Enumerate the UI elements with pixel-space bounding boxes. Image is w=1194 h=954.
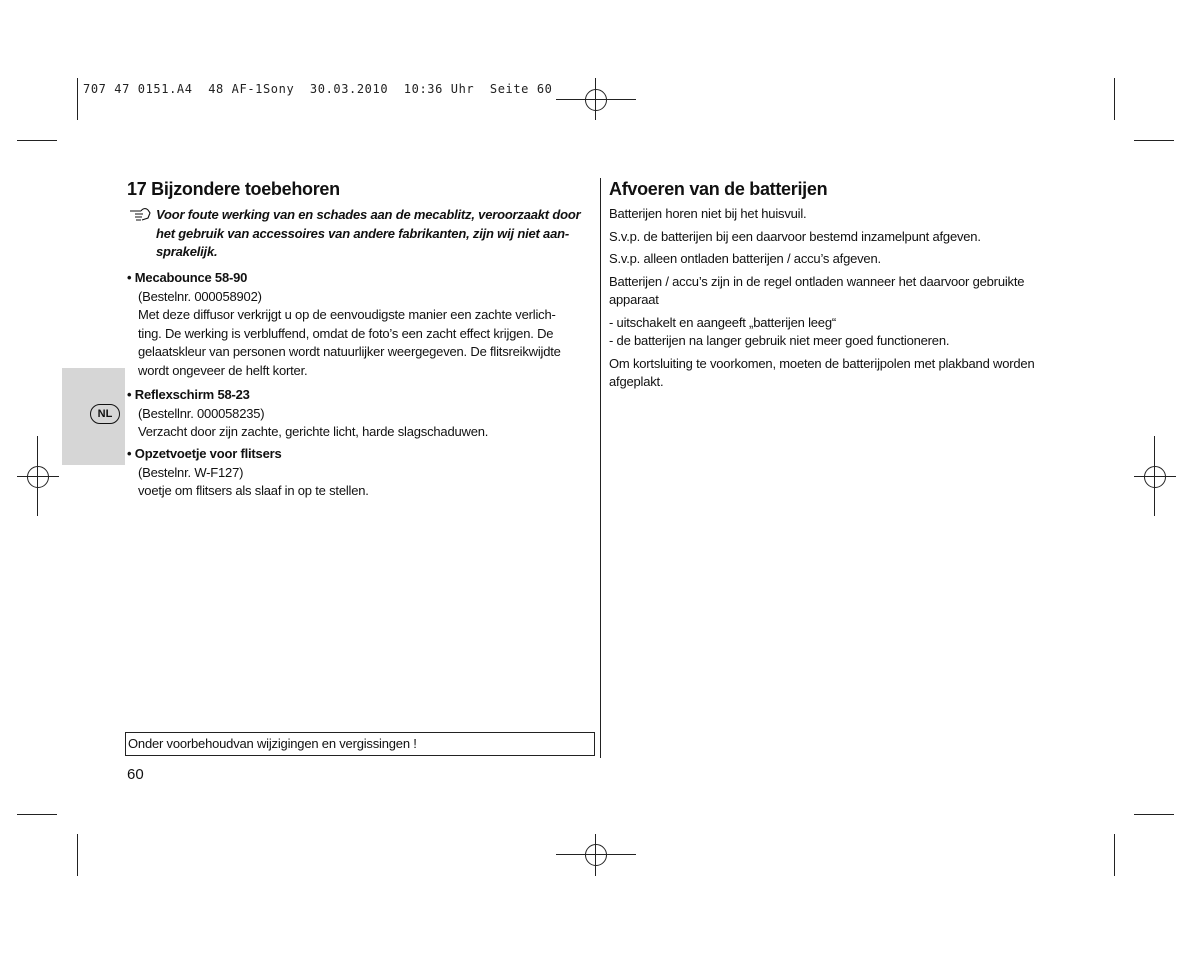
- registration-mark-bottom: [556, 834, 636, 876]
- language-badge: NL: [90, 404, 120, 424]
- column-divider: [600, 178, 601, 758]
- right-para-1: Batterijen horen niet bij het huisvuil.: [609, 206, 807, 221]
- disclaimer-box: Onder voorbehoudvan wijzigingen en vergissingen !: [125, 732, 595, 756]
- item-3-line-2: voetje om flitsers als slaaf in op te stellen.: [138, 483, 369, 498]
- item-2-title: Reflexschirm 58-23: [134, 387, 250, 402]
- item-2-line-1: (Bestellnr. 000058235): [138, 405, 265, 421]
- registration-mark-top: [556, 78, 636, 120]
- item-3-bullet: •: [127, 446, 132, 461]
- item-1-line-5: wordt ongeveer de helft korter.: [138, 362, 308, 378]
- item-2-bullet: •: [127, 387, 132, 402]
- page-number: 60: [127, 766, 144, 783]
- right-para-6-line-1: Om kortsluiting te voorkomen, moeten de batterijpolen met plakband worden: [609, 355, 1035, 371]
- note-line-2: het gebruik van accessoires van andere fabrikanten, zijn wij niet aan-: [156, 225, 569, 241]
- crop-mark-tl-h: [17, 140, 57, 141]
- item-1-line-2: Met deze diffusor verkrijgt u op de eenvoudigste manier een zachte verlich-: [138, 307, 556, 322]
- left-heading: 17 Bijzondere toebehoren: [127, 179, 340, 199]
- item-2-line-2: Verzacht door zijn zachte, gerichte licht, harde slagschaduwen.: [138, 424, 489, 439]
- right-para-5-line-1: - uitschakelt en aangeeft „batterijen leeg“: [609, 314, 836, 330]
- right-para-2: S.v.p. de batterijen bij een daarvoor bestemd inzamelpunt afgeven.: [609, 228, 981, 244]
- registration-mark-right: [1134, 436, 1176, 516]
- item-opzetvoetje: [127, 445, 587, 501]
- item-reflexschirm: [127, 386, 587, 442]
- note-line-1: Voor foute werking van en schades aan de mecablitz, veroorzaakt door: [156, 207, 581, 222]
- pointing-hand-icon: [129, 207, 151, 226]
- registration-mark-left: [17, 436, 59, 516]
- item-3-line-1: (Bestelnr. W-F127): [138, 464, 244, 480]
- crop-mark-tr-v: [1114, 78, 1115, 120]
- right-para-4-line-2: apparaat: [609, 292, 659, 307]
- item-1-line-4: gelaatskleur van personen wordt natuurlijker weergegeven. De flitsreikwijdte: [138, 344, 561, 359]
- item-1-line-1: (Bestelnr. 000058902): [138, 288, 262, 304]
- item-mecabounce: [127, 269, 587, 380]
- right-para-5-line-2: - de batterijen na langer gebruik niet meer goed functioneren.: [609, 333, 950, 348]
- right-heading: Afvoeren van de batterijen: [609, 179, 828, 199]
- crop-mark-tl-v: [77, 78, 78, 120]
- crop-mark-bl-h: [17, 814, 57, 815]
- item-1-title: Mecabounce 58-90: [134, 270, 248, 285]
- right-body: [609, 205, 1079, 392]
- crop-mark-br-h: [1134, 814, 1174, 815]
- note-text: [156, 206, 596, 262]
- crop-mark-tr-h: [1134, 140, 1174, 141]
- item-1-line-3: ting. De werking is verbluffend, omdat de foto’s een zacht effect krijgen. De: [138, 325, 554, 341]
- item-3-title: Opzetvoetje voor flitsers: [134, 446, 282, 461]
- right-para-6-line-2: afgeplakt.: [609, 374, 664, 389]
- registration-mark-bottom-circle: [585, 844, 607, 866]
- registration-mark-top-circle: [585, 89, 607, 111]
- crop-mark-bl-v: [77, 834, 78, 876]
- crop-mark-br-v: [1114, 834, 1115, 876]
- print-header: 707 47 0151.A4 48 AF-1Sony 30.03.2010 10:36 Uhr Seite 60: [83, 82, 553, 96]
- right-para-3: S.v.p. alleen ontladen batterijen / accu’s afgeven.: [609, 251, 881, 266]
- right-para-4-line-1: Batterijen / accu’s zijn in de regel ontladen wanneer het daarvoor gebruikte: [609, 273, 1025, 289]
- note-line-3: sprakelijk.: [156, 244, 218, 259]
- registration-mark-left-circle: [27, 466, 49, 488]
- registration-mark-right-circle: [1144, 466, 1166, 488]
- item-1-bullet: •: [127, 270, 132, 285]
